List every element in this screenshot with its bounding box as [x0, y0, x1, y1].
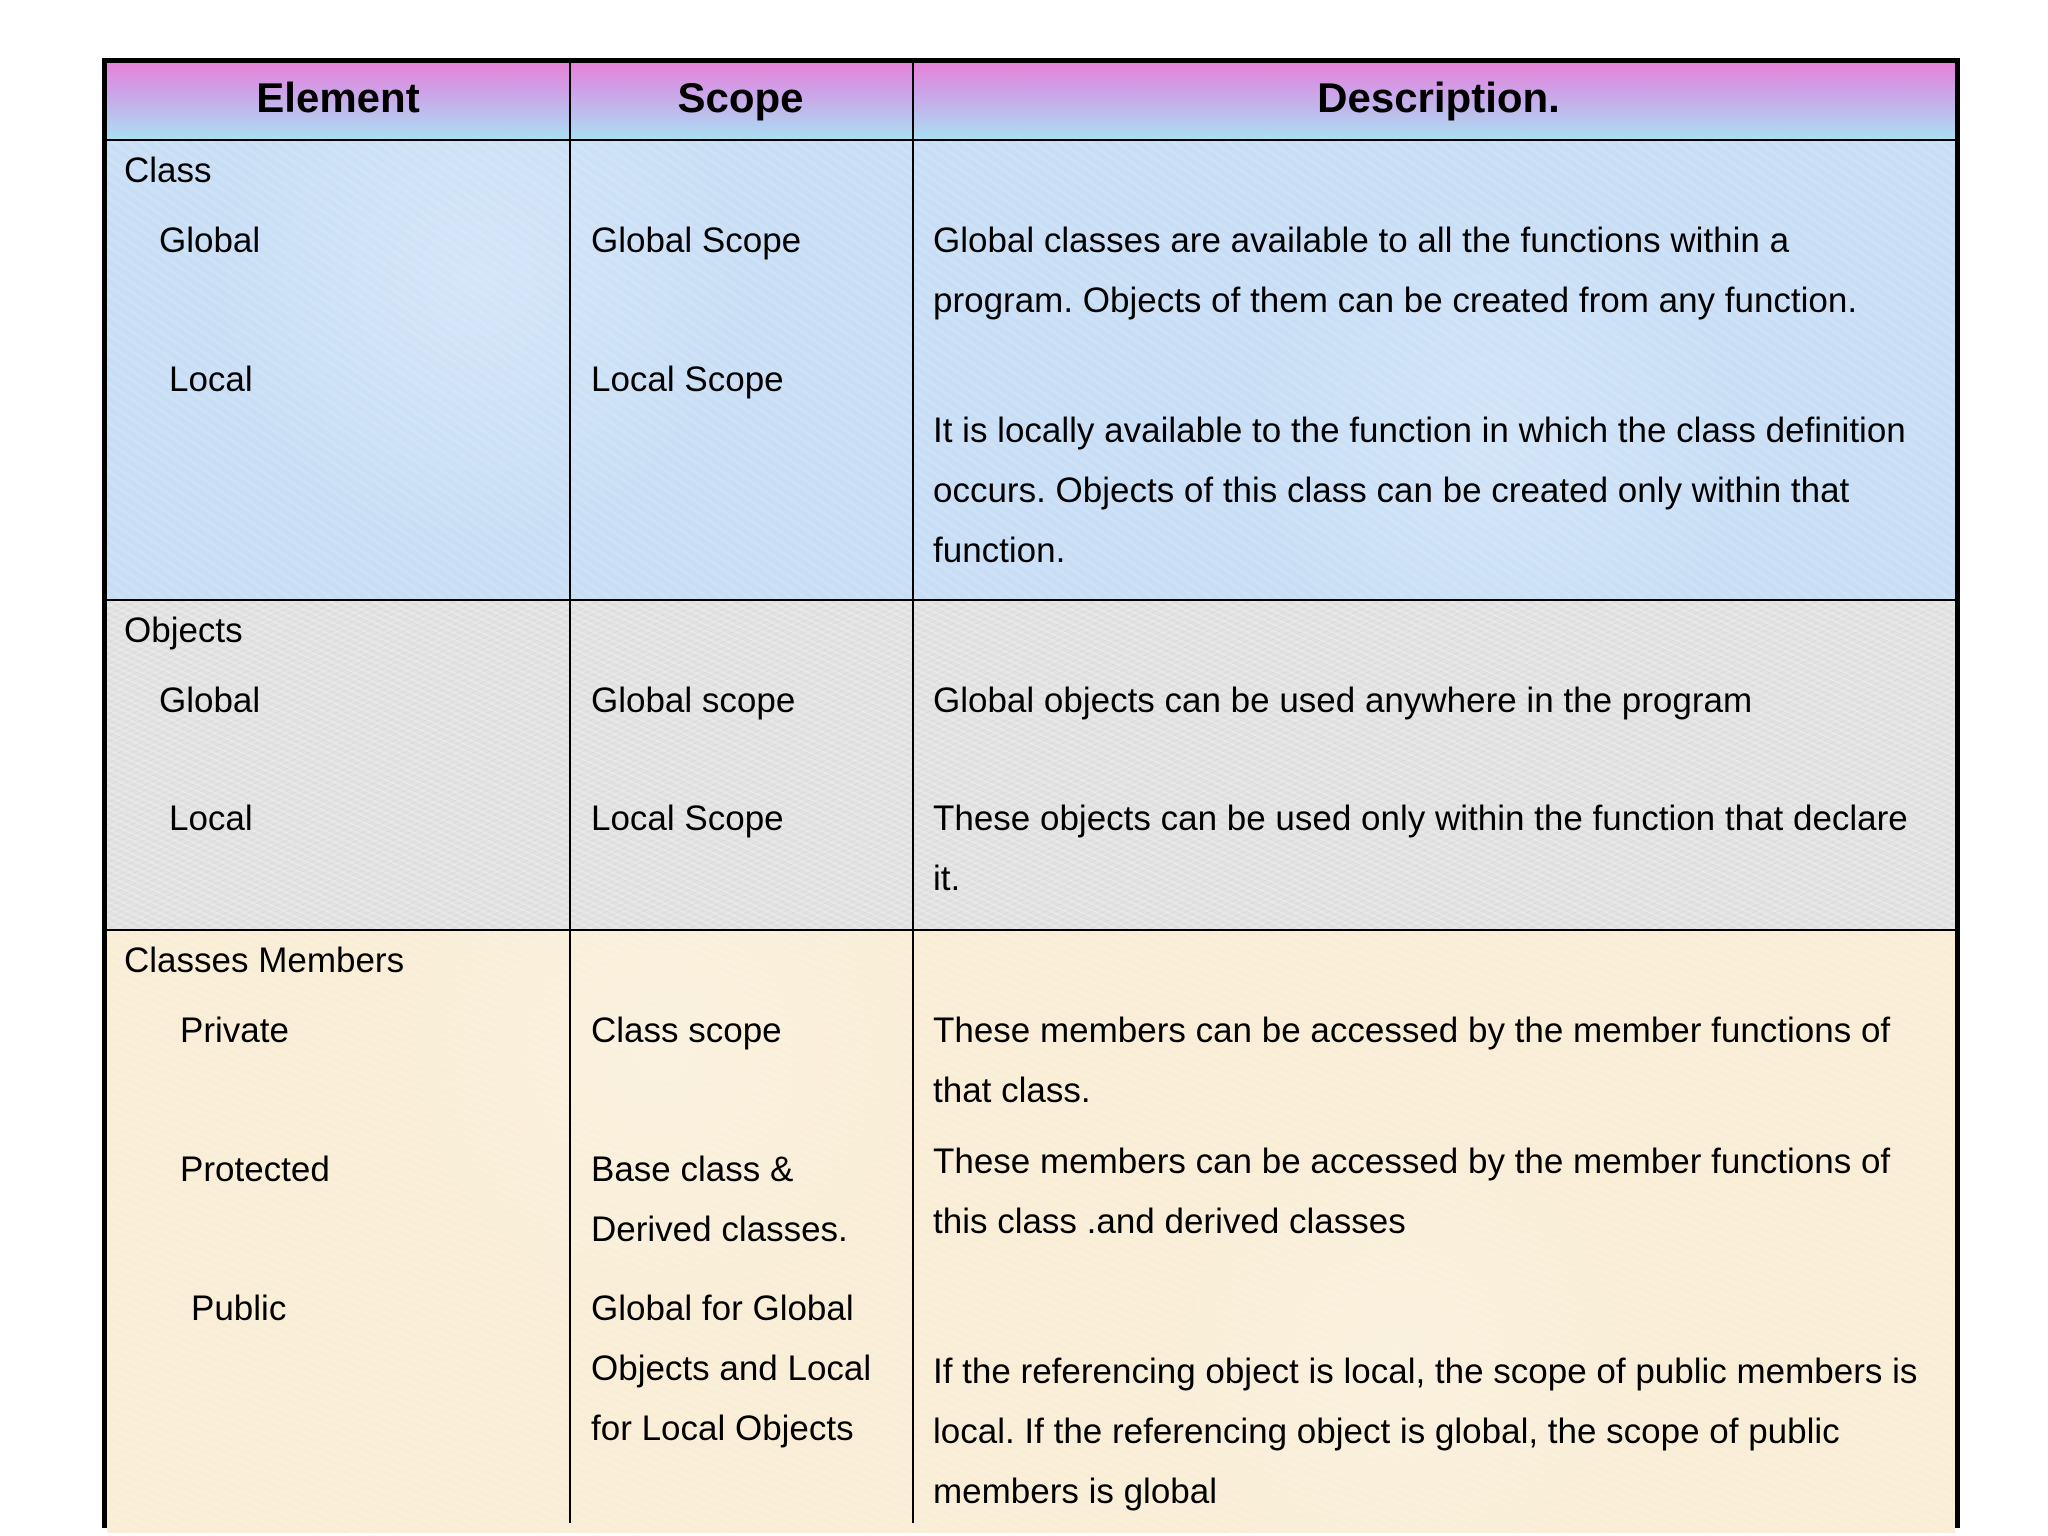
header-element: Element — [256, 74, 420, 121]
objects-local-scope: Local Scope — [591, 799, 784, 838]
scope-table — [102, 58, 1960, 1528]
class-title: Class — [124, 151, 212, 190]
class-global-description: Global classes are available to all the functions within a program. Objects of them can be created from any function. — [933, 221, 1858, 320]
class-members-public-description: If the referencing object is local, the scope of public members is local. If the referencing object is global, the scope of public members is global — [933, 1352, 1928, 1511]
objects-local-description: These objects can be used only within the function that declare it. — [933, 799, 1918, 898]
table-header-row — [107, 63, 1955, 141]
class-global-label: Global — [159, 221, 261, 260]
objects-title: Objects — [124, 611, 243, 650]
class-local-scope: Local Scope — [591, 360, 784, 399]
class-members-protected-scope: Base class & Derived classes. — [591, 1150, 848, 1249]
class-members-private-label: Private — [180, 1011, 289, 1050]
class-members-private-scope: Class scope — [591, 1011, 782, 1050]
table-grid — [107, 63, 1955, 1523]
class-members-protected-description: These members can be accessed by the member functions of this class .and derived classes — [933, 1142, 1900, 1241]
objects-global-scope: Global scope — [591, 681, 796, 720]
column-divider-1 — [569, 63, 571, 1523]
class-members-private-description: These members can be accessed by the member functions of that class. — [933, 1011, 1900, 1110]
objects-global-description: Global objects can be used anywhere in the program — [933, 681, 1753, 720]
header-description: Description. — [1317, 74, 1560, 121]
class-global-scope: Global Scope — [591, 221, 802, 260]
header-scope: Scope — [677, 74, 804, 121]
class-local-description: It is locally available to the function in which the class definition occurs. Objects of this class can be created only within that function. — [933, 411, 1916, 570]
class-members-public-label: Public — [191, 1289, 287, 1328]
class-members-title: Classes Members — [124, 941, 405, 980]
objects-global-label: Global — [159, 681, 261, 720]
class-local-label: Local — [169, 360, 253, 399]
column-divider-2 — [912, 63, 914, 1523]
class-members-public-scope: Global for Global Objects and Local for Local Objects — [591, 1289, 881, 1448]
class-members-protected-label: Protected — [180, 1150, 330, 1189]
objects-local-label: Local — [169, 799, 253, 838]
